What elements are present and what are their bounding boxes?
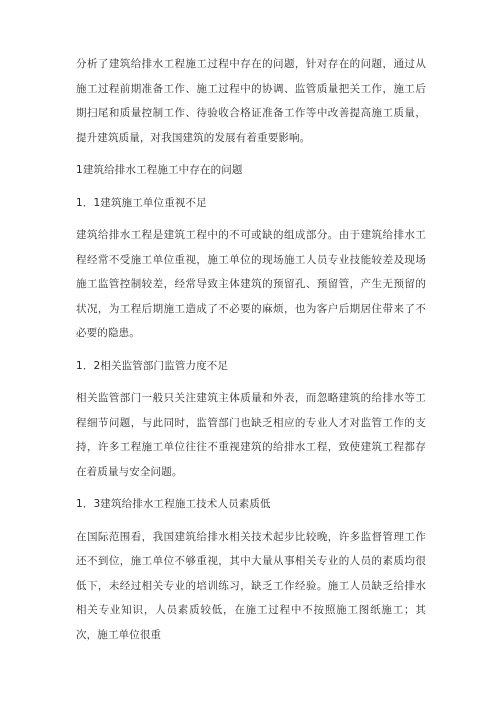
subsection-heading-1-3: 1．3建筑给排水工程施工技术人员素质低 xyxy=(76,498,271,510)
spacer xyxy=(76,346,426,354)
subsection-body-1-2: 相关监管部门一般只关注建筑主体质量和外表，而忽略建筑的给排水等工程细节问题，与此同时，监管部门也缺乏相应的专业人才对监管工作的支持，许多工程施工单位往往不重视建筑的给排水工程，致使建筑工程都存在着质量与安全问题。 xyxy=(76,392,426,478)
spacer xyxy=(76,215,426,223)
document-page xyxy=(76,52,426,647)
subsection-body-1-1: 建筑给排水工程是建筑工程中的不可或缺的组成部分。由于建筑给排水工程经常不受施工单位重视，施工单位的现场施工人员专业技能较差及现场施工监管控制较差，经常导致主体建筑的预留孔、预留管，产生无预留的状况，为工程后期施工造成了不必要的麻烦，也为客户后期居住带来了不必要的隐患。 xyxy=(76,229,426,339)
subsection-heading-1-1: 1．1建筑施工单位重视不足 xyxy=(76,196,207,209)
spacer xyxy=(76,484,426,492)
spacer xyxy=(76,378,426,386)
section-heading: 1建筑给排水工程施工中存在的问题 xyxy=(76,164,243,176)
spacer xyxy=(76,183,426,191)
subsection-body-1-3: 在国际范围看，我国建筑给排水相关技术起步比较晚，许多监督管理工作还不到位，施工单位不够重视，其中大量从事相关专业的人员的素质均很低下，未经过相关专业的培训练习，缺乏工作经验。施工人员缺乏给排水相关专业知识，人员素质较低，在施工过程中不按照施工图纸施工；其次，施工单位很重 xyxy=(76,530,426,641)
spacer xyxy=(76,517,426,525)
intro-paragraph: 分析了建筑给排水工程施工过程中存在的问题，针对存在的问题，通过从施工过程前期准备工作、施工过程中的协调、监管质量把关工作，施工后期扫尾和质量控制工作、待验收合格证准备工作等中改善提高施工质量，提升建筑质量，对我国建筑的发展有着重要影响。 xyxy=(76,58,426,144)
spacer xyxy=(76,150,426,158)
subsection-heading-1-2: 1．2相关监管部门监管力度不足 xyxy=(76,359,229,372)
